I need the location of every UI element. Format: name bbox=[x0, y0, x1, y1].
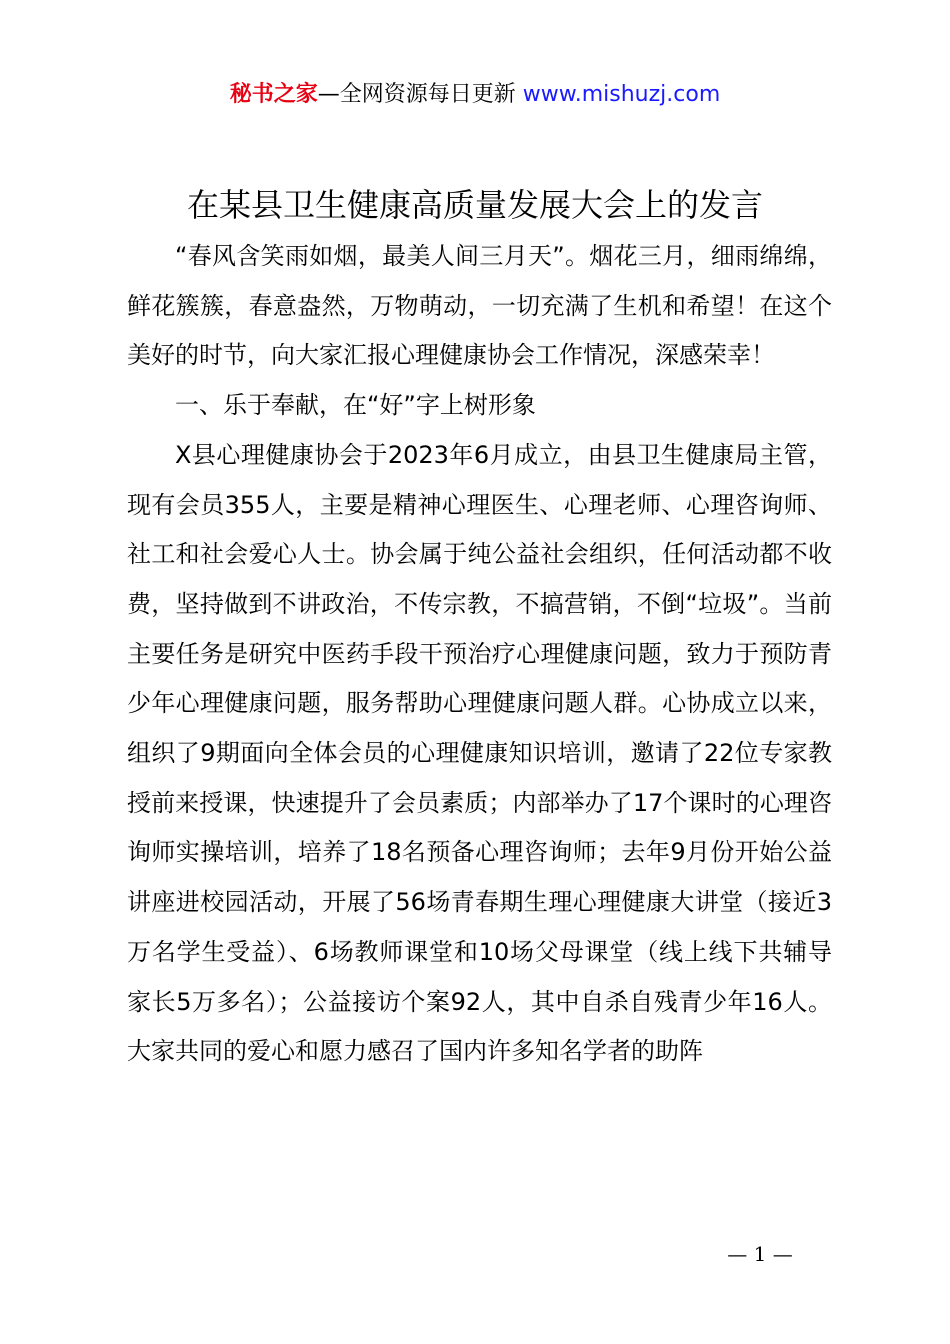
site-header bbox=[0, 80, 950, 110]
header-slogan: —全网资源每日更新 bbox=[317, 82, 516, 107]
document-title: 在某县卫生健康高质量发展大会上的发言 bbox=[186, 186, 763, 224]
site-url-link[interactable]: www.mishuzj.com bbox=[522, 82, 721, 107]
paragraph-intro: “春风含笑雨如烟，最美人间三月天”。烟花三月，细雨绵绵，鲜花簇簇，春意盎然，万物萌动，一切充满了生机和希望！在这个美好的时节，向大家汇报心理健康协会工作情况，深感荣幸！ bbox=[127, 242, 832, 370]
paragraph-section-1: X县心理健康协会于2023年6月成立，由县卫生健康局主管，现有会员355人，主要是精神心理医生、心理老师、心理咨询师、社工和社会爱心人士。协会属于纯公益社会组织，任何活动都不收费，坚持做到不讲政治，不传宗教，不搞营销，不倒“垃圾”。当前主要任务是研究中医药手段干预治疗心理健康问题，致力于预防青少年心理健康问题，服务帮助心理健康问题人群。心协成立以来，组织了9期面向全体会员的心理健康知识培训，邀请了22位专家教授前来授课，快速提升了会员素质；内部举办了17个课时的心理咨询师实操培训，培养了18名预备心理咨询师；去年9月份开始公益讲座进校园活动，开展了56场青春期生理心理健康大讲堂（接近3万名学生受益）、6场教师课堂和10场父母课堂（线上线下共辅导家长5万多名）；公益接访个案92人，其中自杀自残青少年16人。大家共同的爱心和愿力感召了国内许多知名学者的助阵 bbox=[127, 440, 832, 1066]
section-heading-1: 一、乐于奉献，在“好”字上树形象 bbox=[175, 391, 536, 420]
page-number: — 1 — bbox=[727, 1242, 793, 1266]
brand-name: 秘书之家 bbox=[229, 82, 318, 107]
document-body bbox=[127, 232, 832, 1077]
